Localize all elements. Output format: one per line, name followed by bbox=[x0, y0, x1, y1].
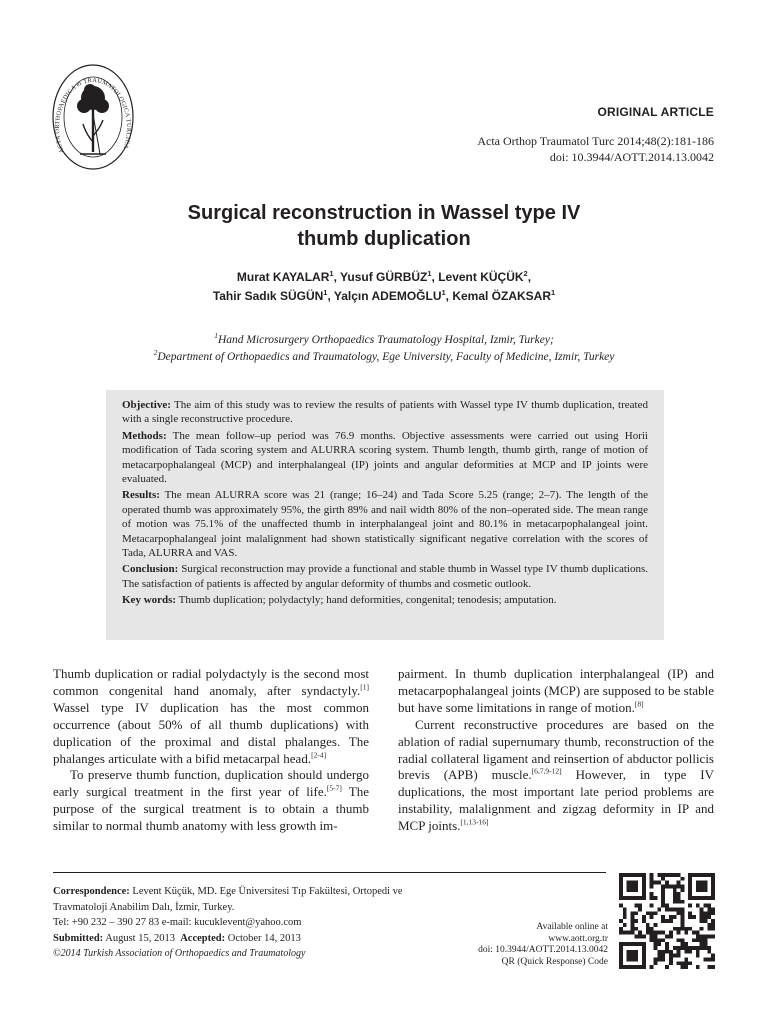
correspondence-address: Correspondence: Levent Küçük, MD. Ege Üniversitesi Tıp Fakültesi, Ortopedi ve Travmatoloji Anabilim Dalı, İzmir, Turkey. bbox=[53, 886, 403, 913]
author-name: Yalçın ADEMOĞLU bbox=[333, 289, 442, 303]
body-paragraph-2-continued: pairment. In thumb duplication interphalangeal (IP) and metacarpophalangeal joints (MCP) are supposed to be stable but have some limitations in range of motion.[8] bbox=[398, 666, 714, 715]
abstract-conclusion: Conclusion: Surgical reconstruction may provide a functional and stable thumb in Wassel type IV thumb duplications. The satisfaction of patients is affected by angular deformity of thumbs and cosmetic outlook. bbox=[122, 563, 648, 590]
correspondence-contact: Tel: +90 232 – 390 27 83 e-mail: kucuklevent@yahoo.com bbox=[53, 917, 302, 928]
author-list bbox=[100, 268, 668, 306]
article-doi: doi: 10.3944/AOTT.2014.13.0042 bbox=[549, 150, 714, 164]
qr-code-icon[interactable] bbox=[619, 873, 715, 969]
available-online-label: Available online at bbox=[536, 922, 608, 932]
author-affiliation-mark: 1 bbox=[427, 269, 432, 278]
body-column-right bbox=[398, 666, 714, 835]
article-title-line-1: Surgical reconstruction in Wassel type IV bbox=[187, 202, 581, 224]
citation-ref[interactable]: [1,13-16] bbox=[460, 817, 489, 827]
abstract-box bbox=[106, 390, 664, 640]
author-name: Levent KÜÇÜK bbox=[438, 270, 524, 284]
author-affiliation-mark: 2 bbox=[523, 269, 528, 278]
body-paragraph-1: Thumb duplication or radial polydactyly is the second most common congenital hand anomaly, after syndactyly.[1] Wassel type IV duplication has the most common occurrence (about 50% of all thumb duplications) with duplication of the proximal and distal phalanges. The phalanges articulate with a bifid metacarpal head.[2-4] bbox=[53, 666, 369, 766]
journal-logo bbox=[50, 62, 136, 172]
article-title bbox=[100, 200, 668, 252]
online-availability bbox=[478, 922, 608, 968]
qr-caption: QR (Quick Response) Code bbox=[501, 956, 608, 967]
author-line-2: Tahir Sadık SÜGÜN$^1$, Yalçın ADEMOĞLU$^1$, Kemal ÖZAKSAR$^1$ bbox=[212, 288, 556, 303]
article-type-label: ORIGINAL ARTICLE bbox=[597, 105, 714, 119]
body-paragraph-2: To preserve thumb function, duplication should undergo early surgical treatment in the first year of life.[5-7] The purpose of the surgical treatment is to obtain a thumb similar to normal thumb anatomy with less growth im- bbox=[53, 767, 369, 834]
journal-seal-logo-icon bbox=[50, 62, 136, 172]
citation-ref[interactable]: [6,7,9-12] bbox=[531, 767, 562, 777]
footer-divider bbox=[53, 872, 606, 873]
author-affiliation-mark: 1 bbox=[441, 288, 446, 297]
author-line-1: Murat KAYALAR$^1$, Yusuf GÜRBÜZ$^1$, Levent KÜÇÜK$^2$, bbox=[236, 269, 532, 284]
copyright-notice: ©2014 Turkish Association of Orthopaedics and Traumatology bbox=[53, 948, 306, 959]
body-column-left bbox=[53, 666, 369, 835]
author-name: Yusuf GÜRBÜZ bbox=[340, 270, 428, 284]
affiliation-2: $^2$Department of Orthopaedics and Traumatology, Ege University, Faculty of Medicine, Izmir, Turkey bbox=[153, 348, 615, 363]
citation-ref[interactable]: [2-4] bbox=[311, 750, 327, 760]
abstract-keywords: Key words: Thumb duplication; polydactyly; hand deformities, congenital; tenodesis; amputation. bbox=[122, 594, 557, 607]
citation-block bbox=[477, 133, 714, 165]
abstract-methods: Methods: The mean follow–up period was 76.9 months. Objective assessments were carried out using Horii modification of Tada scoring system and ALURRA scoring system. Thumb length, thumb girth, range of motion of metacarpophalangeal (MCP) and interphalangeal (IP) joints and angular deformities at MCP and IP joints were evaluated. bbox=[122, 429, 648, 486]
citation-ref[interactable]: [5-7] bbox=[326, 784, 342, 794]
qr-code-graphic bbox=[619, 873, 715, 969]
affiliations bbox=[80, 332, 688, 366]
journal-website-link[interactable]: www.aott.org.tr bbox=[548, 933, 608, 944]
citation-ref[interactable]: [8] bbox=[634, 699, 644, 709]
affiliation-1: $^1$Hand Microsurgery Orthopaedics Traumatology Hospital, Izmir, Turkey; bbox=[214, 331, 554, 346]
author-affiliation-mark: 1 bbox=[323, 288, 328, 297]
correspondence-block bbox=[53, 884, 433, 962]
author-affiliation-mark: 1 bbox=[329, 269, 334, 278]
author-name: Tahir Sadık SÜGÜN bbox=[212, 289, 324, 303]
author-name: Murat KAYALAR bbox=[236, 270, 330, 284]
abstract-results: Results: The mean ALURRA score was 21 (range; 16–24) and Tada Score 5.25 (range; 2–7). The length of the operated thumb was approximately 95%, the girth 89% and nail width 80% of the non–operated side. The mean range of motion was 75.1% of the unaffected thumb in interphalangeal joint and 80.1% in metacarpophalangeal joint. Metacarpophalangeal joint malalignment had shown statistically significant negative correlation with the scores of Tada, ALURRA and VAS. bbox=[122, 489, 648, 560]
author-name: Kemal ÖZAKSAR bbox=[452, 289, 552, 303]
author-affiliation-mark: 1 bbox=[551, 288, 556, 297]
citation-ref[interactable]: [1] bbox=[360, 682, 369, 692]
abstract-objective: Objective: The aim of this study was to review the results of patients with Wassel type IV thumb duplication, treated with a single reconstructive procedure. bbox=[122, 399, 648, 426]
article-title-line-2: thumb duplication bbox=[297, 228, 471, 250]
body-paragraph-3: Current reconstructive procedures are based on the ablation of radial supernumary thumb, reconstruction of the radial collateral ligament and reinsertion of abductor pollicis brevis (APB) muscle.[6,7,9-12] However, in type IV duplications, the most important late period problems are instability, malalignment and zigzag deformity in IP and MCP joints.[1,13-16] bbox=[398, 716, 714, 834]
journal-citation: Acta Orthop Traumatol Turc 2014;48(2):181-186 bbox=[477, 134, 714, 148]
svg-text:ACTA ORTHOPAEDICA et TRAUMATOL: ACTA ORTHOPAEDICA et TRAUMATOLOGICA TURCICA bbox=[53, 76, 133, 155]
footer-doi: doi: 10.3944/AOTT.2014.13.0042 bbox=[478, 945, 608, 955]
submission-dates: Submitted: August 15, 2013 Accepted: October 14, 2013 bbox=[53, 932, 301, 944]
